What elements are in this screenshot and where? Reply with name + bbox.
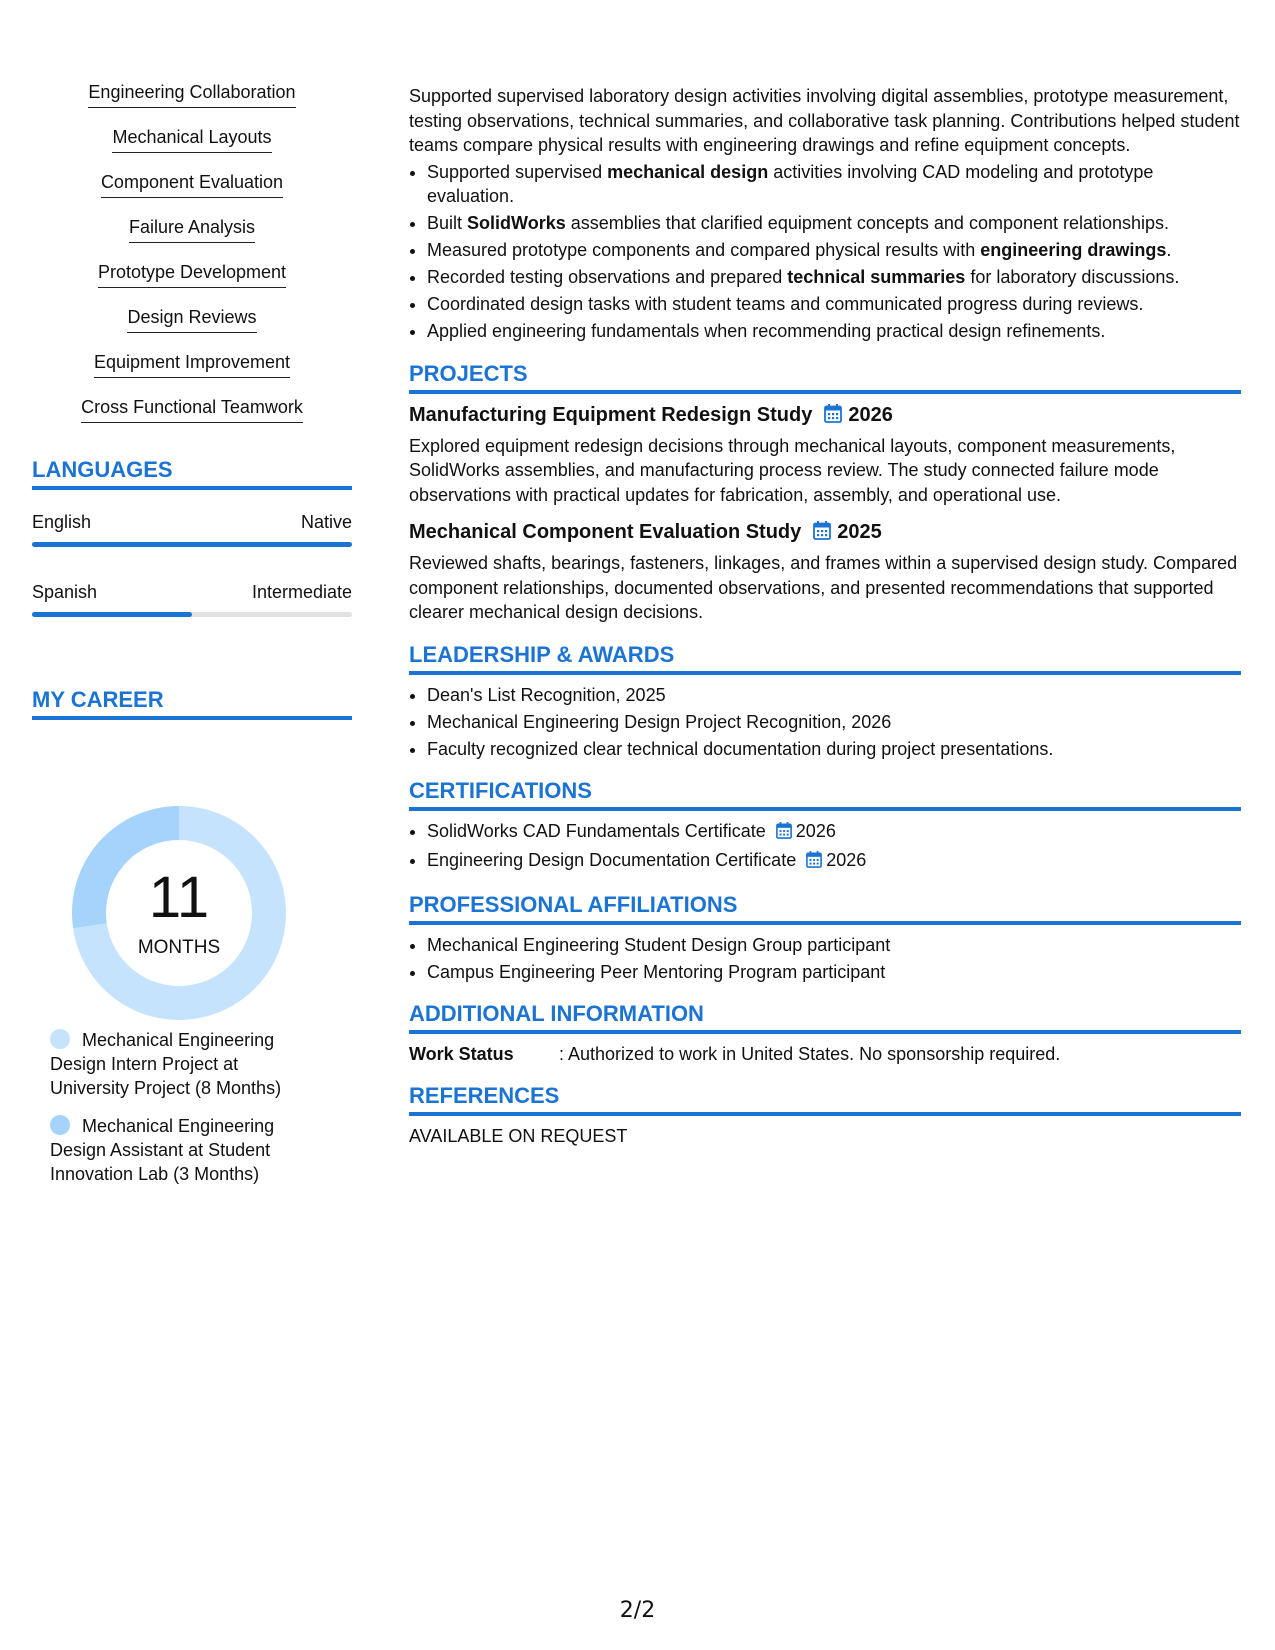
- affiliation-item: • Mechanical Engineering Student Design Group participant: [427, 933, 1241, 958]
- bullet-keyword: SolidWorks: [467, 213, 566, 233]
- skill-label: Prototype Development: [98, 260, 286, 288]
- language-spanish: [32, 580, 352, 617]
- skill-item: [32, 80, 352, 125]
- project-description: Reviewed shafts, bearings, fasteners, linkages, and frames within a supervised design study. Compared component relationships, documented observations, and presented recommendations that supported clearer mechanical design decisions.: [409, 553, 1238, 622]
- certification-year: 2026: [826, 850, 867, 870]
- bullet-text: Supported supervised: [427, 161, 608, 182]
- experience-summary: Supported supervised laboratory design activities involving digital assemblies, prototype measurement, testing observations, technical summaries, and collaborative task planning. Contributions helped student teams compare physical results with engineering drawings and refine equipment concepts.: [409, 86, 1240, 155]
- project-item: [409, 519, 1241, 625]
- language-proficiency-fill: [32, 542, 352, 547]
- project-year: 2025: [837, 521, 882, 543]
- project-title: Manufacturing Equipment Redesign Study: [409, 403, 813, 426]
- bullet-text: Recorded testing observations and prepared: [427, 267, 788, 287]
- bullet-text: activities involving CAD modeling and prototype evaluation.: [427, 161, 1154, 206]
- skill-label: Equipment Improvement: [94, 350, 290, 378]
- projects-heading: PROJECTS: [409, 360, 1241, 394]
- language-proficiency-bar: [32, 612, 352, 617]
- skill-label: Engineering Collaboration: [88, 80, 295, 108]
- leadership-item: • Faculty recognized clear technical documentation during project presentations.: [427, 737, 1241, 762]
- bullet-text: Coordinated design tasks with student teams and communicated progress during reviews.: [427, 294, 1144, 314]
- certifications-heading: CERTIFICATIONS: [409, 777, 1241, 811]
- project-item: [409, 402, 1241, 508]
- skill-label: Design Reviews: [127, 305, 256, 333]
- career-unit-label: MONTHS: [137, 937, 221, 958]
- left-column: [32, 80, 352, 1184]
- career-total-months: 11: [148, 865, 210, 930]
- skill-item: [32, 305, 352, 350]
- affiliations-heading: PROFESSIONAL AFFILIATIONS: [409, 891, 1241, 925]
- bullet-text: .: [1166, 240, 1172, 260]
- career-legend-item: [50, 1028, 320, 1100]
- page-number: 2/2: [619, 1598, 656, 1623]
- project-title: Mechanical Component Evaluation Study: [409, 521, 802, 543]
- leadership-item: • Mechanical Engineering Design Project Recognition, 2026: [427, 710, 1241, 735]
- legend-dot: [50, 1115, 70, 1135]
- career-legend: [50, 1028, 320, 1200]
- leadership-heading: LEADERSHIP & AWARDS: [409, 641, 1241, 675]
- language-level: Intermediate: [251, 582, 352, 602]
- skill-item: [32, 170, 352, 215]
- language-proficiency-fill: [32, 612, 192, 617]
- bullet-text: Applied engineering fundamentals when recommending practical design refinements.: [427, 321, 1106, 341]
- experience-bullets: [409, 160, 1241, 344]
- bullet-keyword: mechanical design: [607, 161, 769, 182]
- experience-bullet: [427, 292, 1241, 317]
- bullet-text: Built: [427, 213, 468, 233]
- career-donut-chart: [66, 800, 292, 1026]
- bullet-text: for laboratory discussions.: [965, 267, 1180, 287]
- skill-item: [32, 350, 352, 395]
- career-item-label: Mechanical Engineering Design Assistant at Student Innovation Lab (3 Months): [50, 1116, 275, 1184]
- experience-bullet: [427, 238, 1241, 263]
- certification-item: [427, 848, 1241, 875]
- project-description: Explored equipment redesign decisions through mechanical layouts, component measurements, SolidWorks assemblies, and manufacturing process review. The study connected failure mode observations with practical updates for fabrication, assembly, and operational use.: [409, 435, 1176, 505]
- skill-item: [32, 215, 352, 260]
- career-legend-item: [50, 1114, 320, 1186]
- references-text: AVAILABLE ON REQUEST: [409, 1126, 628, 1146]
- language-level: Native: [300, 512, 352, 532]
- skill-item: [32, 125, 352, 170]
- bullet-text: Measured prototype components and compared physical results with: [427, 240, 981, 260]
- calendar-icon: [806, 850, 822, 875]
- certification-name: SolidWorks CAD Fundamentals Certificate: [427, 821, 766, 841]
- career-heading: MY CAREER: [32, 686, 352, 720]
- language-name: English: [32, 512, 92, 532]
- skill-label: Failure Analysis: [129, 215, 255, 243]
- skill-label: Cross Functional Teamwork: [81, 395, 303, 423]
- calendar-icon: [776, 821, 792, 846]
- experience-bullet: [427, 211, 1241, 236]
- language-proficiency-bar: [32, 542, 352, 547]
- leadership-item: • Dean's List Recognition, 2025: [427, 683, 1241, 708]
- language-english: [32, 510, 352, 547]
- work-status-value: : Authorized to work in United States. No sponsorship required.: [559, 1044, 1061, 1064]
- languages-heading: LANGUAGES: [32, 456, 352, 490]
- calendar-icon: [813, 521, 831, 547]
- calendar-icon: [824, 404, 842, 430]
- certification-item: [427, 819, 1241, 846]
- references-heading: REFERENCES: [409, 1082, 1241, 1116]
- certifications-list: [409, 819, 1241, 875]
- experience-bullet: [427, 160, 1241, 209]
- leadership-list: [409, 683, 1241, 762]
- legend-dot: [50, 1029, 70, 1049]
- affiliation-item: • Campus Engineering Peer Mentoring Program participant: [427, 960, 1241, 985]
- skill-label: Component Evaluation: [101, 170, 283, 198]
- experience-bullet: [427, 319, 1241, 344]
- additional-info-heading: ADDITIONAL INFORMATION: [409, 1000, 1241, 1034]
- affiliations-list: [409, 933, 1241, 985]
- skill-item: [32, 395, 352, 440]
- skill-item: [32, 260, 352, 305]
- skills-list: [32, 80, 352, 440]
- experience-bullet: [427, 265, 1241, 290]
- certification-name: Engineering Design Documentation Certificate: [427, 850, 797, 870]
- project-year: 2026: [848, 403, 893, 426]
- bullet-text: assemblies that clarified equipment concepts and component relationships.: [565, 213, 1170, 233]
- right-column: [409, 84, 1241, 1149]
- skill-label: Mechanical Layouts: [112, 125, 271, 153]
- work-status-row: [409, 1042, 1241, 1066]
- bullet-keyword: technical summaries: [787, 267, 966, 287]
- bullet-keyword: engineering drawings: [980, 240, 1167, 260]
- certification-year: 2026: [795, 821, 836, 841]
- career-item-label: Mechanical Engineering Design Intern Project at University Project (8 Months): [50, 1030, 282, 1098]
- work-status-label: Work Status: [409, 1044, 514, 1064]
- language-name: Spanish: [32, 582, 98, 602]
